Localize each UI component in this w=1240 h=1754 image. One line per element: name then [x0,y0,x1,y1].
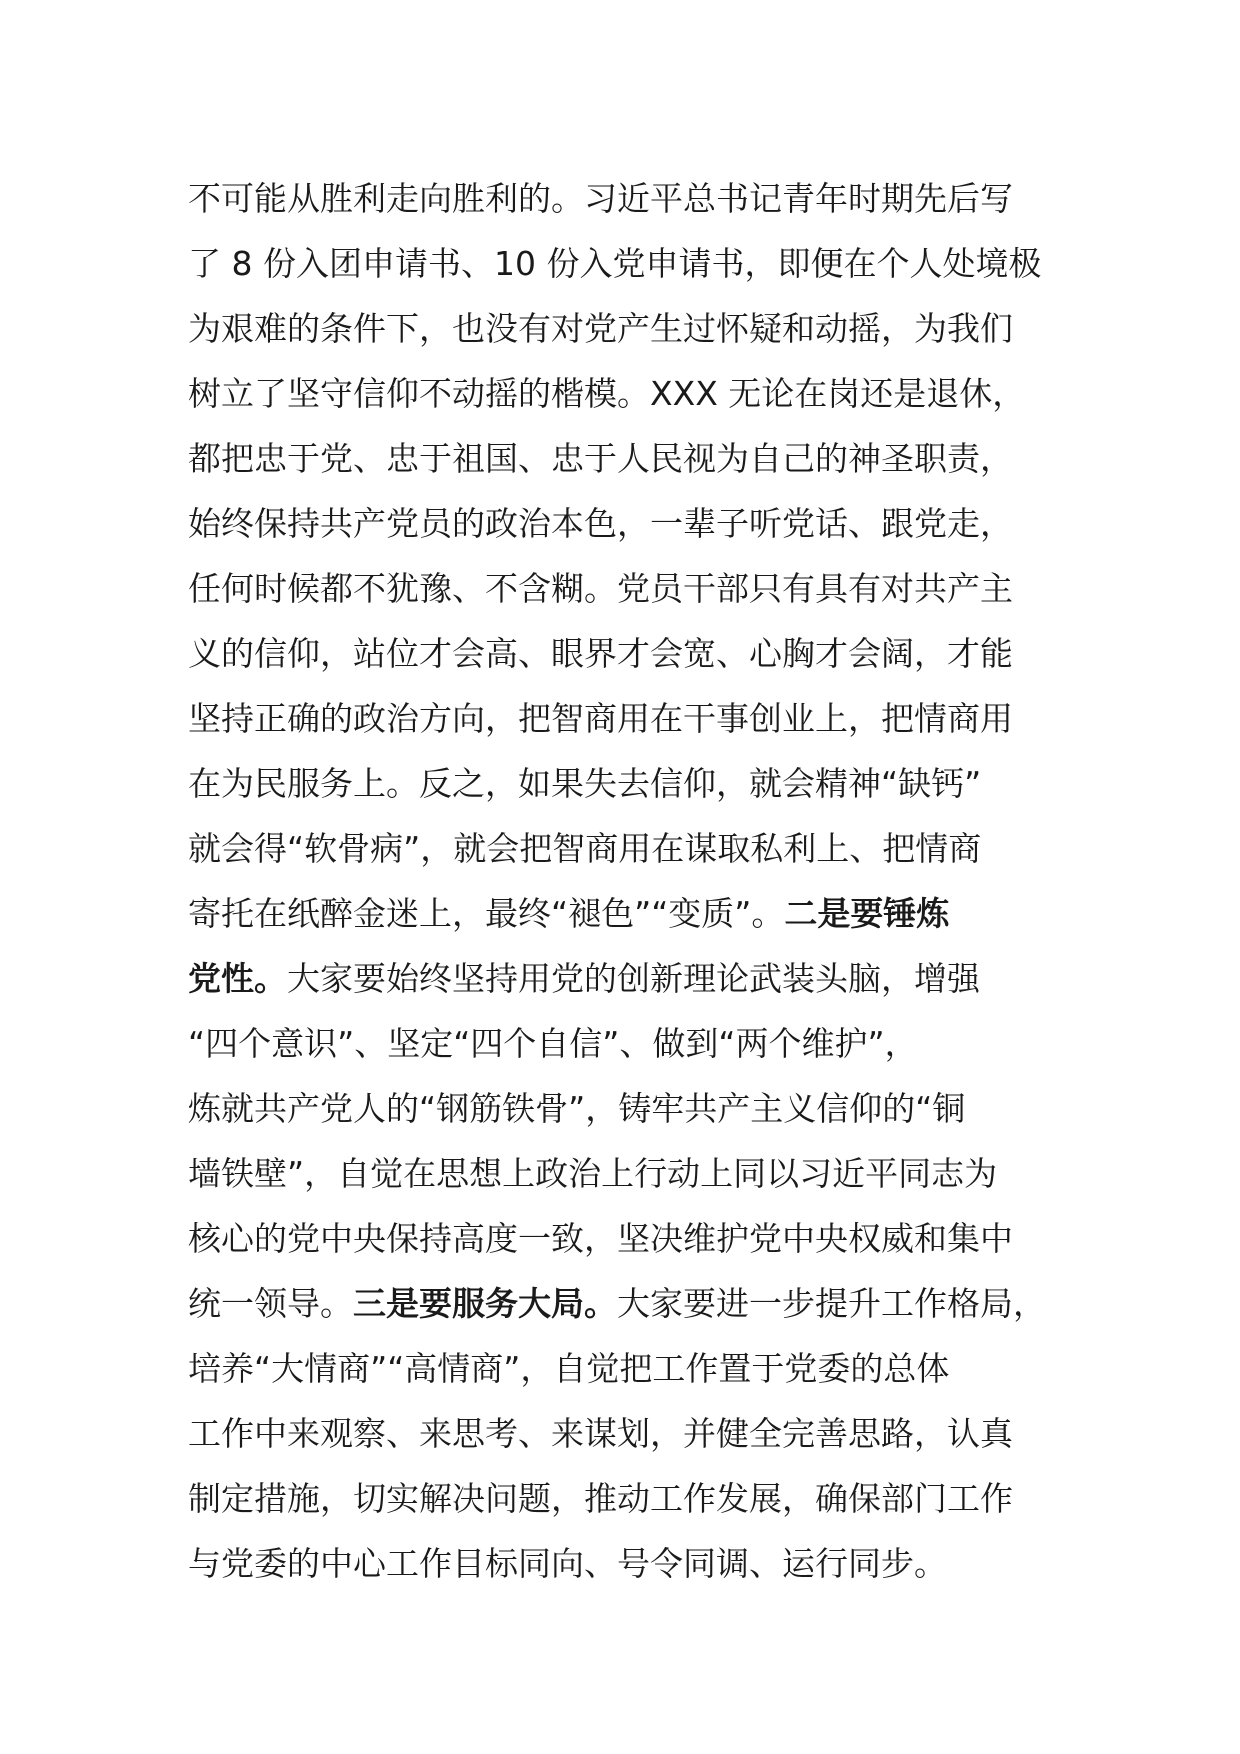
text-line [188,491,1088,556]
text-segment: 寄托在纸醉金迷上，最终“褪色”“变质”。 [188,894,785,933]
text-line [188,1336,1088,1401]
text-line [188,166,1088,231]
text-segment: 统一领导。 [188,1284,353,1323]
text-line [188,621,1088,686]
text-segment: “四个意识”、坚定“四个自信”、做到“两个维护”， [188,1024,918,1063]
text-line [188,881,1088,946]
text-segment: 不可能从胜利走向胜利的。习近平总书记青年时期先后写 [188,179,1013,218]
text-line [188,1531,1088,1596]
text-line [188,1271,1088,1336]
text-line [188,361,1088,426]
text-segment: 在为民服务上。反之，如果失去信仰，就会精神“缺钙” [188,764,982,803]
text-segment: 为艰难的条件下，也没有对党产生过怀疑和动摇，为我们 [188,309,1013,348]
text-segment: 树立了坚守信仰不动摇的楷模。XXX 无论在岗还是退休， [188,374,1026,413]
text-segment: 都把忠于党、忠于祖国、忠于人民视为自己的神圣职责， [188,439,1013,478]
text-segment: 核心的党中央保持高度一致，坚决维护党中央权威和集中 [188,1219,1013,1258]
text-line [188,426,1088,491]
text-segment: 大家要始终坚持用党的创新理论武装头脑，增强 [287,959,980,998]
body-paragraph [188,166,1088,1596]
text-line [188,1401,1088,1466]
text-segment: 工作中来观察、来思考、来谋划，并健全完善思路，认真 [188,1414,1013,1453]
text-segment: 与党委的中心工作目标同向、号令同调、运行同步。 [188,1544,947,1583]
text-line [188,1141,1088,1206]
text-line [188,751,1088,816]
text-segment: 炼就共产党人的“钢筋铁骨”，铸牢共产主义信仰的“铜 [188,1089,966,1128]
text-segment: 大家要进一步提升工作格局， [617,1284,1046,1323]
bold-text-segment: 党性。 [188,959,287,998]
text-line [188,816,1088,881]
text-line [188,1206,1088,1271]
text-segment: 坚持正确的政治方向，把智商用在干事创业上，把情商用 [188,699,1013,738]
text-line [188,1466,1088,1531]
text-line [188,1076,1088,1141]
text-line [188,686,1088,751]
text-segment: 始终保持共产党员的政治本色，一辈子听党话、跟党走， [188,504,1013,543]
text-line [188,556,1088,621]
text-segment: 了 8 份入团申请书、10 份入党申请书，即便在个人处境极 [188,244,1042,283]
text-line [188,296,1088,361]
bold-text-segment: 二是要锤炼 [784,894,950,933]
text-segment: 培养“大情商”“高情商”，自觉把工作置于党委的总体 [188,1349,950,1388]
text-segment: 制定措施，切实解决问题，推动工作发展，确保部门工作 [188,1479,1013,1518]
text-segment: 就会得“软骨病”，就会把智商用在谋取私利上、把情商 [188,829,982,868]
bold-text-segment: 三是要服务大局。 [353,1284,617,1323]
text-segment: 任何时候都不犹豫、不含糊。党员干部只有具有对共产主 [188,569,1013,608]
text-line [188,231,1088,296]
text-line [188,946,1088,1011]
text-segment: 义的信仰，站位才会高、眼界才会宽、心胸才会阔，才能 [188,634,1013,673]
text-line [188,1011,1088,1076]
text-segment: 墙铁壁”，自觉在思想上政治上行动上同以习近平同志为 [188,1154,998,1193]
